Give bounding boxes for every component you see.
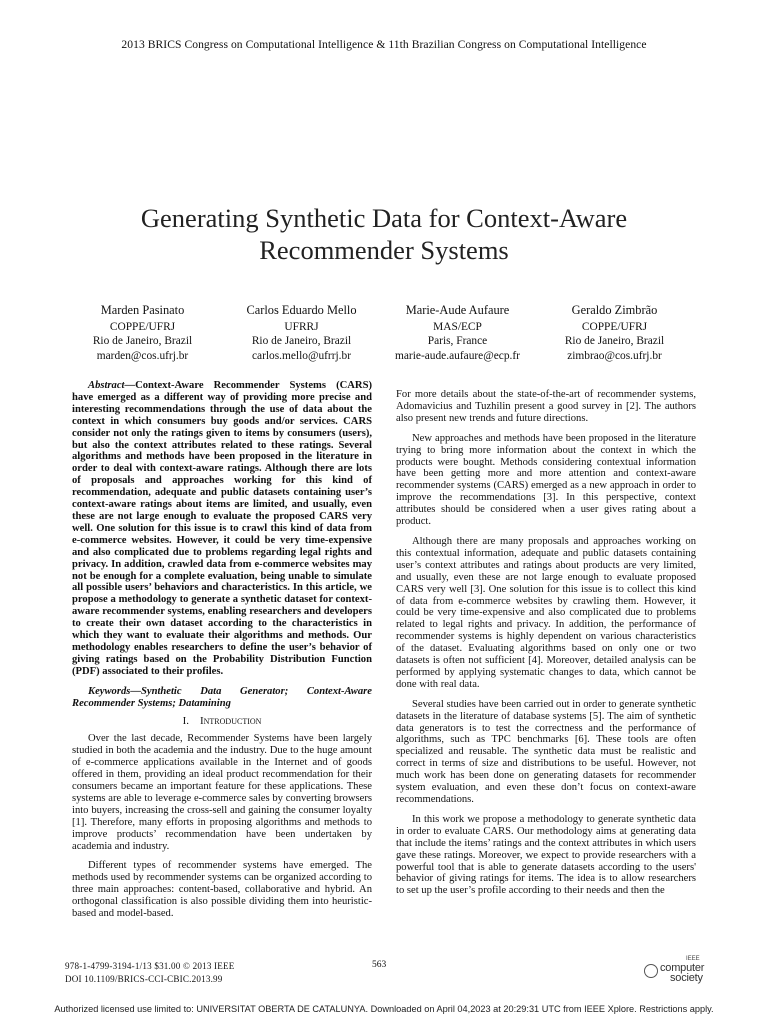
left-column bbox=[72, 380, 372, 920]
author-affiliation: MAS/ECP bbox=[433, 320, 482, 333]
author-location: Rio de Janeiro, Brazil bbox=[251, 335, 352, 348]
author-location: Paris, France bbox=[427, 335, 488, 348]
footer-publication-info bbox=[65, 960, 235, 986]
body-paragraph: Over the last decade, Recommender Systems have been largely studied in both the academia and the industry. Due to the huge amount of e-commerce applications available in the Internet and of goods offered in them, providing an ideal product recommendation for their consumers became an important feature for these applications. These systems are able to leverage e-commerce sales by converting browsers into buyers, increasing the cross-sell and gaining the consumer loyalty [1]. Therefore, many efforts in proposing algorithms and methods to improve products’ recommendation have been undertaken by academia and industry. bbox=[72, 733, 372, 852]
body-paragraph: New approaches and methods have been proposed in the literature trying to bring more information about the context in which the products were bought. Methods considering contextual information have been getting more and more attention and context-aware recommender systems (CARS) emerged as a new approach in order to improve the recommendations [3]. In this perspective, context attributes should be considered when a user gives rating about a product. bbox=[396, 432, 696, 528]
author-block-2 bbox=[214, 303, 389, 363]
author-block-3 bbox=[370, 303, 545, 363]
author-name: Marden Pasinato bbox=[100, 303, 185, 317]
ieee-computer-society-logo bbox=[644, 956, 716, 986]
body-paragraph: For more details about the state-of-the-art of recommender systems, Adomavicius and Tuzhilin present a good survey in [2]. The authors also present new trends and future directions. bbox=[396, 389, 696, 424]
logo-line-1: computer bbox=[660, 962, 705, 974]
author-block-1 bbox=[55, 303, 230, 363]
author-email[interactable]: zimbrao@cos.ufrj.br bbox=[567, 349, 662, 362]
license-notice: Authorized licensed use limited to: UNIVERSITAT OBERTA DE CATALUNYA. Downloaded on April 04,2023 at 20:29:31 UTC from IEEE Xplore. Restrictions apply. bbox=[54, 1004, 714, 1014]
body-paragraph: Different types of recommender systems have emerged. The methods used by recommender systems can be organized according to three main approaches: content-based, collaborative and hybrid. An orthogonal classification is also possible dividing them into heuristic-based and model-based. bbox=[72, 860, 372, 920]
section-title: Introduction bbox=[199, 715, 262, 728]
author-affiliation: COPPE/UFRJ bbox=[581, 320, 648, 333]
author-email[interactable]: carlos.mello@ufrrj.br bbox=[251, 349, 352, 362]
right-column bbox=[396, 389, 696, 897]
section-heading-introduction bbox=[72, 716, 372, 728]
author-email[interactable]: marie-aude.aufaure@ecp.fr bbox=[395, 349, 520, 362]
body-paragraph: Several studies have been carried out in order to generate synthetic datasets in the literature of database systems [5]. The aim of synthetic data generators is to test the correctness and the performance of algorithms, such as TPC benchmarks [6]. These tools are often specialized and reusable. The synthetic data must be realistic and correct in terms of size and distributions to be useful. However, not much work has been done on generating datasets for recommender system evaluation, and even these don’t focus on context-aware recommendations. bbox=[396, 698, 696, 805]
title-line-1: Generating Synthetic Data for Context-Aware bbox=[140, 203, 628, 233]
conference-header: 2013 BRICS Congress on Computational Intelligence & 11th Brazilian Congress on Computational Intelligence bbox=[121, 38, 647, 51]
author-block-4 bbox=[527, 303, 702, 363]
author-email[interactable]: marden@cos.ufrj.br bbox=[96, 349, 189, 362]
doi-line: DOI 10.1109/BRICS-CCI-CBIC.2013.99 bbox=[65, 973, 223, 984]
isbn-line: 978-1-4799-3194-1/13 $31.00 © 2013 IEEE bbox=[65, 961, 235, 971]
logo-ieee-text: IEEE bbox=[686, 956, 700, 962]
body-paragraph: Although there are many proposals and approaches working on this contextual information, adequate and public datasets containing user’s context attributes and ratings about products are very limited, and usually, even these are not large enough to evaluate proposed CARS very well [3]. One solution for this issue is to collect this kind of data from e-commerce websites by crawling them. However, it could be very time-expensive and also complicated due to problems related to legal rights and privacy. In addition, the performance of recommender systems is highly dependent on various characteristics of the dataset. Evaluating algorithms based on only one or two datasets is often not sufficient [4]. Moreover, detailed analysis can be performed by applying systematic changes to data, which cannot be done with real data. bbox=[396, 535, 696, 690]
abstract-label: Abstract bbox=[88, 380, 125, 391]
body-paragraph: In this work we propose a methodology to generate synthetic data in order to evaluate CARS. Our methodology aims at generating data that include the items’ ratings and the context attributes in which users gave these ratings. Moreover, we expect to provide researchers with a powerful tool that is able to generate datasets according to the users' behavior of giving ratings for items. The idea is to allow researchers to set up the user’s profile according to their needs and then the bbox=[396, 813, 696, 897]
section-number: I. bbox=[182, 715, 189, 728]
author-affiliation: COPPE/UFRJ bbox=[109, 320, 176, 333]
computer-society-icon bbox=[644, 964, 658, 978]
author-location: Rio de Janeiro, Brazil bbox=[92, 335, 193, 348]
author-name: Marie-Aude Aufaure bbox=[405, 303, 510, 317]
abstract bbox=[72, 380, 372, 678]
author-affiliation: UFRRJ bbox=[284, 320, 319, 333]
paper-title bbox=[60, 202, 708, 266]
author-name: Geraldo Zimbrão bbox=[571, 303, 658, 317]
author-name: Carlos Eduardo Mello bbox=[246, 303, 357, 317]
abstract-text: —Context-Aware Recommender Systems (CARS) have emerged as a different way of providing more precise and interesting recommendations through the use of data about the context in which consumers buy goods and/or services. CARS consider not only the ratings given to items by consumers (users), but also the context attributes related to these ratings. Several algorithms and methods have been proposed in the literature in order to deal with context-aware ratings. Although there are lots of proposals and approaches working for this kind of recommendation, adequate and public datasets containing user’s context-aware ratings about items are limited, and usually, even these are not large enough to evaluate the proposed CARS very well. One solution for this issue is to crawl this kind of data from e-commerce websites. However, it could be very time-expensive and also complicated due to problems regarding legal rights and privacy. In addition, crawled data from e-commerce websites may not be enough for a complete evaluation, being unable to simulate all possible users’ behaviors and characteristics. In this article, we propose a methodology to generate a synthetic dataset for context-aware recommender systems, enabling researchers and developers to create their own dataset according to the characteristics in which they want to evaluate their algorithms and methods. Our methodology enables researchers to define the user’s behavior of giving ratings based on the Probability Distribution Function (PDF) associated to their profiles. bbox=[72, 380, 372, 677]
author-location: Rio de Janeiro, Brazil bbox=[564, 335, 665, 348]
logo-line-2: society bbox=[670, 972, 703, 984]
keywords: Keywords—Synthetic Data Generator; Context-Aware Recommender Systems; Datamining bbox=[72, 685, 372, 709]
title-line-2: Recommender Systems bbox=[259, 235, 509, 265]
page-number: 563 bbox=[372, 960, 387, 970]
